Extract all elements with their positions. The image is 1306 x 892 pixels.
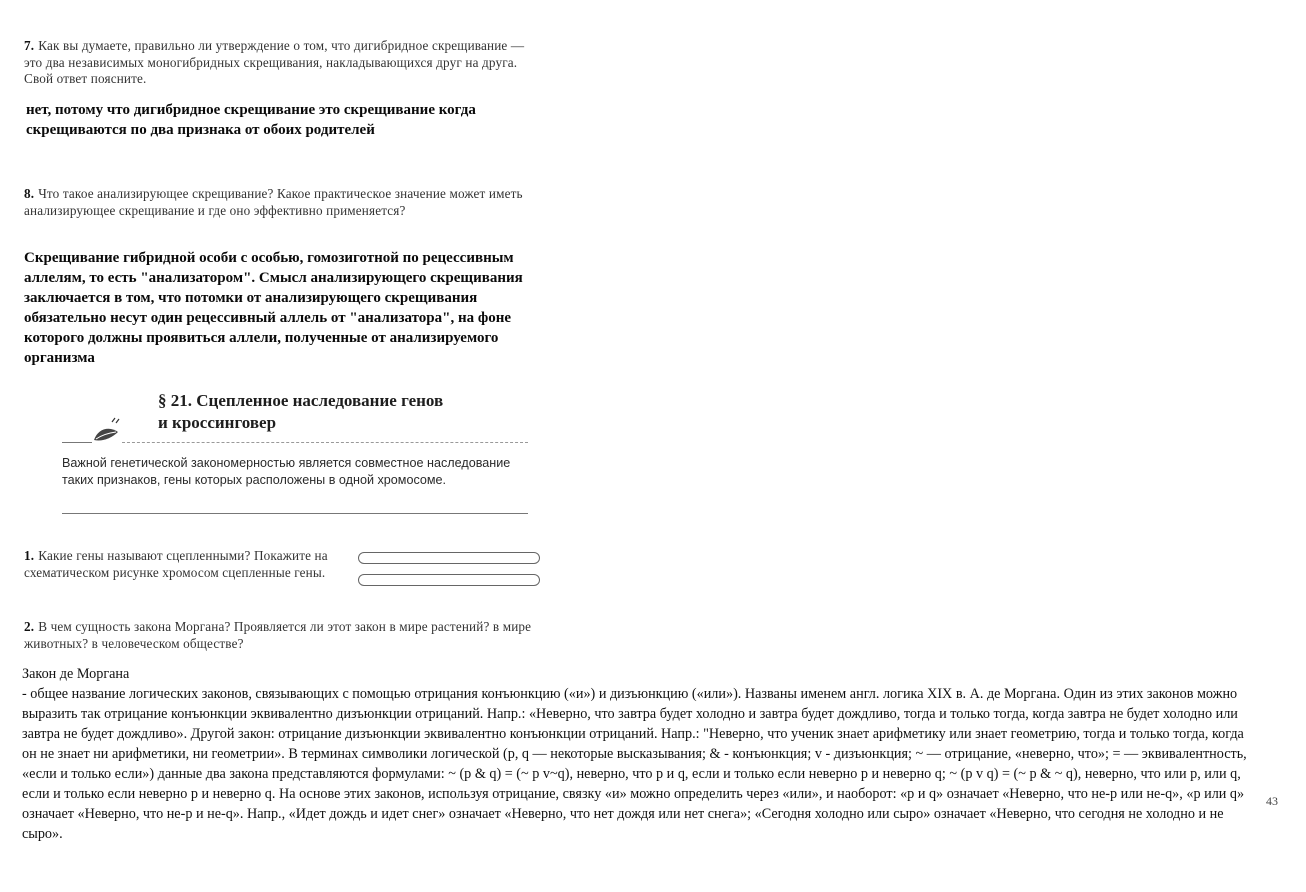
section-top-rule (122, 442, 528, 443)
section-intro: Важной генетической закономерностью является совместное наследование таких признаков, гены которых расположены в одной хромосоме. (62, 456, 511, 487)
answer-8: Скрещивание гибридной особи с особью, гомозиготной по рецессивным аллелям, то есть "анализатором". Смысл анализирующего скрещивания заключается в том, что потомки от анализирующего скрещивания обязательно несут один рецессивный аллель от "анализатора", на фоне которого должны проявиться аллели, полученные от анализируемого организма (24, 250, 523, 366)
section-title (158, 390, 558, 434)
section-question-2 (24, 619, 540, 652)
leaf-icon (90, 416, 124, 446)
section-top-rule-left (62, 442, 92, 443)
chromosome-drawing-1 (358, 552, 540, 564)
page-number: 43 (1266, 794, 1278, 808)
section-bottom-rule (62, 513, 528, 514)
question-7-text: Как вы думаете, правильно ли утверждение о том, что дигибридное скрещивание — это два независимых моногибридных скрещивания, накладывающихся друг на друга. Свой ответ поясните. (24, 38, 525, 86)
question-8-text: Что такое анализирующее скрещивание? Какое практическое значение может иметь анализирующее скрещивание и где оно эффективно применяется? (24, 186, 523, 218)
answer-7: нет, потому что дигибридное скрещивание это скрещивание когда скрещиваются по два признака от обоих родителей (26, 102, 476, 138)
section-question-2-number: 2. (24, 619, 35, 634)
chromosome-drawing-2 (358, 574, 540, 586)
morgan-body: - общее название логических законов, связывающих с помощью отрицания конъюнкцию («и») и дизъюнкцию («или»). Названы именем англ. логика XIX в. А. де Моргана. Один из этих законов можно выразить так отрицание конъюнкции эквивалентно дизъюнкции отрицаний. Напр.: «Неверно, что завтра будет холодно и завтра будет дождливо, тогда и только тогда, когда завтра не будет холодно или завтра не будет дождливо». Другой закон: отрицание дизъюнкции эквивалентно конъюнкции отрицаний. Напр.: "Неверно, что ученик знает арифметику или знает геометрию, тогда и только тогда, когда он не знает ни арифметики, ни геометрии». В терминах символики логической (p, q — некоторые высказывания; & - конъюнкция; v - дизъюнкция; ~ — отрицание, «неверно, что»; = — эквивалентность, «если и только если») данные два закона представляются формулами: ~ (p & q) = (~ p v~q), неверно, что p и q, если и только если неверно p и неверно q; ~ (p v q) = (~ p & ~ q), неверно, что или p, или q, если и только если неверно p и неверно q. На основе этих законов, используя отрицание, связку «и» можно определить через «или», и наоборот: «p и q» означает «Неверно, что не-р или не-q», «p или q» означает «Неверно, что не-р и не-q». Напр., «Идет дождь и идет снег» означает «Неверно, что нет дождя или нет снега»; «Сегодня холодно или сыро» означает «Неверно, что сегодня не холодно и не сыро». (22, 686, 1247, 842)
question-7 (24, 38, 540, 88)
question-7-number: 7. (24, 38, 35, 53)
section-question-2-text: В чем сущность закона Моргана? Проявляется ли этот закон в мире растений? в мире животных? в человеческом обществе? (24, 619, 532, 651)
morgan-heading: Закон де Моргана (22, 666, 130, 682)
section-question-1 (24, 548, 346, 581)
question-8-number: 8. (24, 186, 35, 201)
morgan-answer (22, 664, 1260, 844)
question-8 (24, 186, 540, 219)
section-question-1-text: Какие гены называют сцепленными? Покажите на схематическом рисунке хромосом сцепленные гены. (24, 548, 328, 580)
section-title-line-1: § 21. Сцепленное наследование генов (158, 391, 444, 410)
section-question-1-number: 1. (24, 548, 35, 563)
section-title-line-2: и кроссинговер (158, 413, 277, 432)
